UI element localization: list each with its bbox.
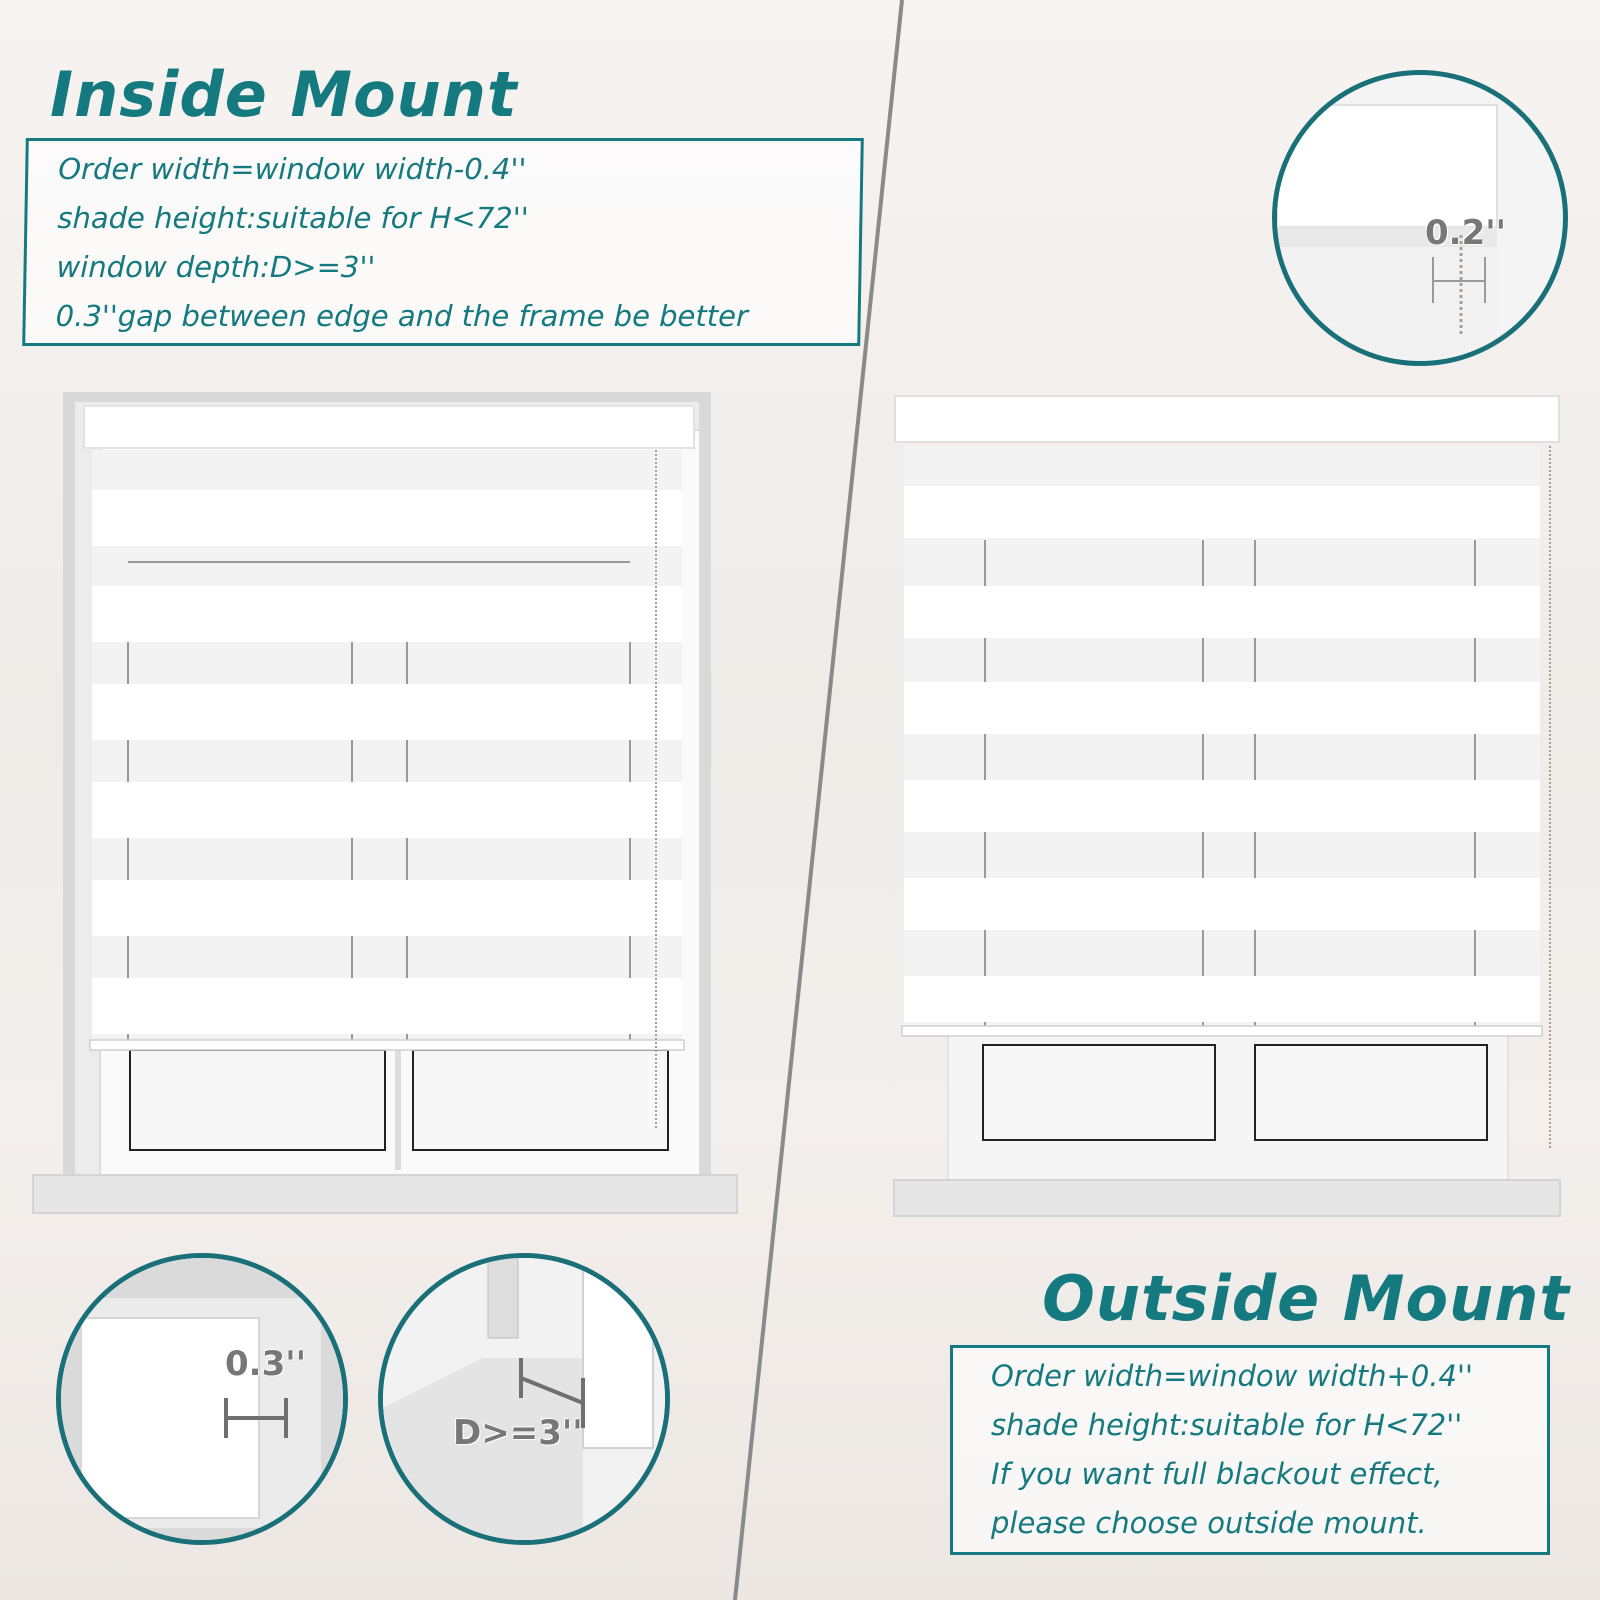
depth-label: D>=3''	[453, 1413, 583, 1453]
inside-mount-title: Inside Mount	[50, 58, 518, 131]
inside-mount-specs	[22, 138, 864, 346]
outside-spec-recommend: please choose outside mount.	[991, 1506, 1427, 1540]
inside-gap-detail-drawing	[61, 1258, 348, 1545]
outside-mount-title: Outside Mount	[1042, 1262, 1570, 1335]
inside-mount-window-illustration	[30, 390, 740, 1230]
outside-spec-height: shade height:suitable for H<72''	[991, 1408, 1463, 1442]
outside-mount-window-illustration	[890, 390, 1570, 1230]
outside-gap-detail	[1272, 70, 1568, 366]
inside-gap-detail	[56, 1253, 348, 1545]
outside-mount-specs	[950, 1345, 1550, 1555]
inside-spec-width: Order width=window width-0.4''	[57, 152, 527, 186]
inside-spec-depth: window depth:D>=3''	[56, 250, 376, 284]
inside-spec-height: shade height:suitable for H<72''	[57, 201, 529, 235]
inside-spec-gap: 0.3''gap between edge and the frame be better	[55, 299, 749, 333]
outside-spec-width: Order width=window width+0.4''	[991, 1359, 1473, 1393]
outside-gap-label: 0.2''	[1425, 213, 1507, 253]
outside-spec-blackout: If you want full blackout effect,	[991, 1457, 1443, 1491]
outside-gap-detail-drawing	[1277, 75, 1568, 366]
window-depth-detail-drawing	[383, 1258, 670, 1545]
window-depth-detail	[378, 1253, 670, 1545]
inside-gap-label: 0.3''	[225, 1344, 307, 1384]
